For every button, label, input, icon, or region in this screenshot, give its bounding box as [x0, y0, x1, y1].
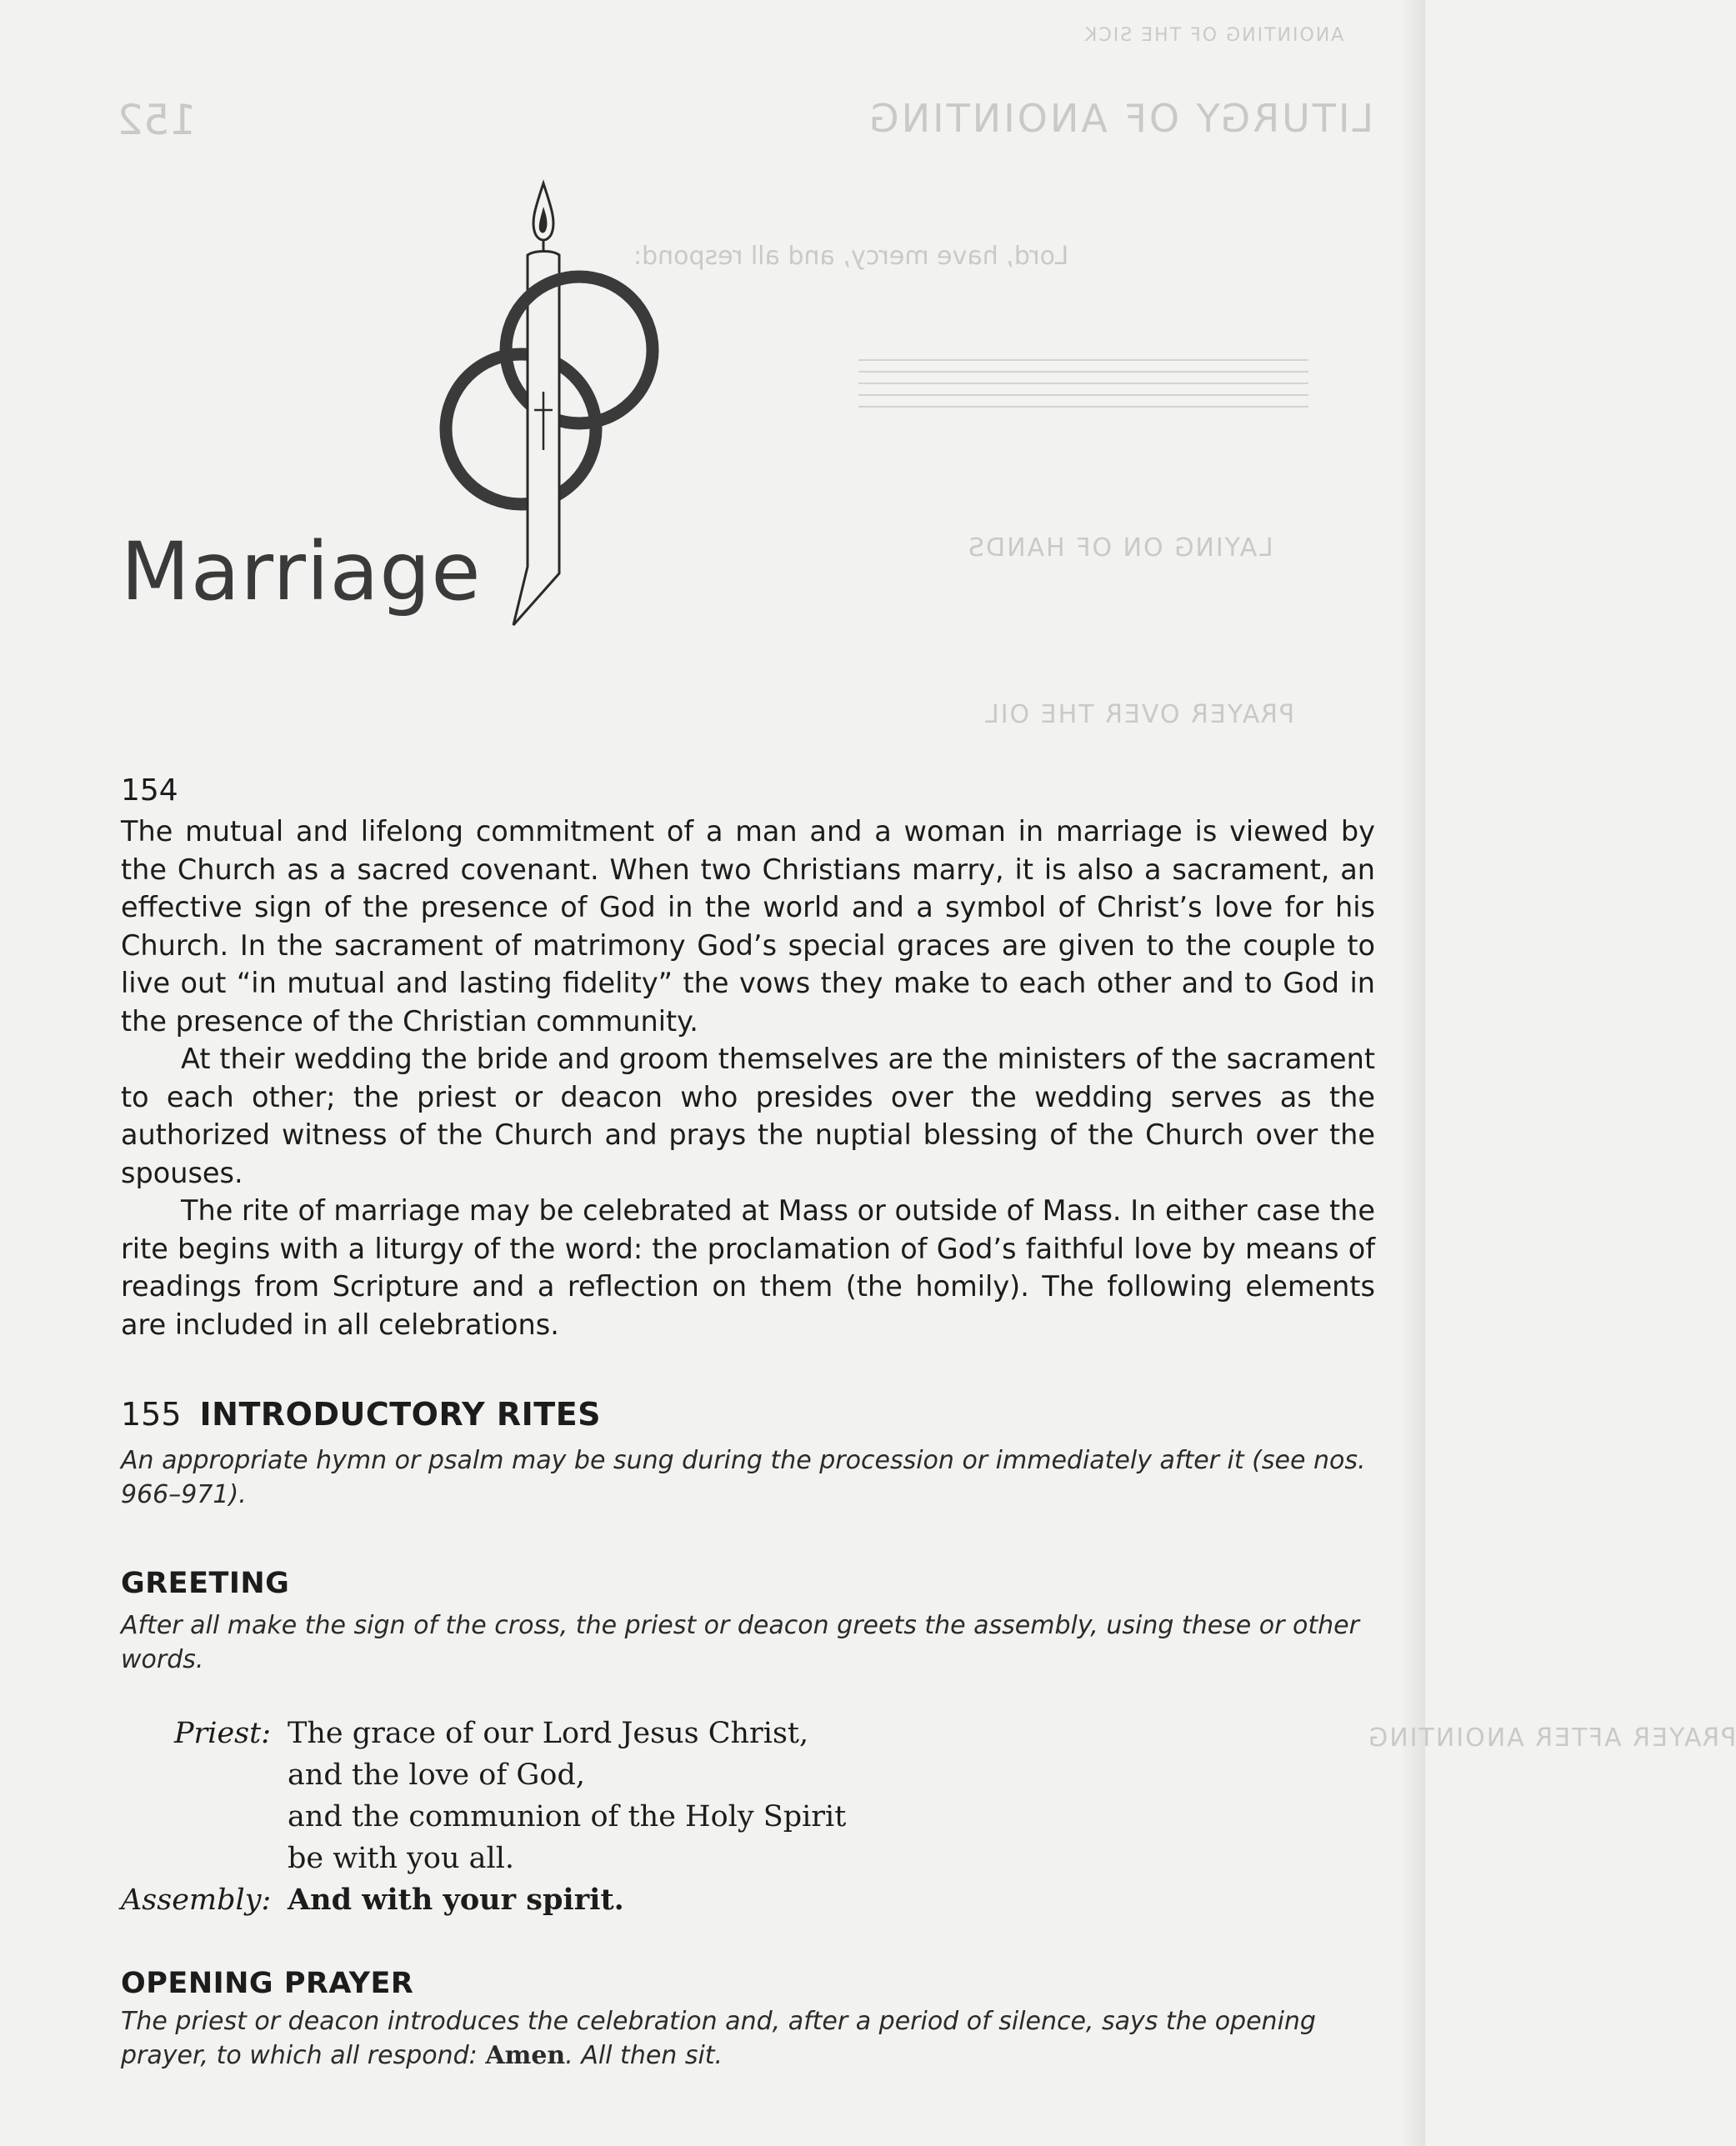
bleed-through-page-number: 152: [117, 96, 197, 144]
bleed-through-heading-after: PRAYER AFTER ANOINTING: [1367, 1723, 1736, 1753]
opening-prayer-rubric: [121, 2004, 1375, 2073]
intro-paragraph: The rite of marriage may be celebrated at Mass or outside of Mass. In either case the rite begins with a liturgy of the word: the proclamation of God’s faithful love by means of readings from Scripture and a reflection on them (the homily). The following elements are included in all celebrations.: [121, 1194, 1375, 1341]
speaker-label: Assembly:: [121, 1883, 272, 1917]
rubric-text: . All then sit.: [565, 2041, 723, 2070]
page-edge-shadow: [1400, 0, 1425, 2146]
chapter-title: Marriage: [121, 525, 482, 618]
section-heading-introductory-rites: [121, 1396, 601, 1433]
greeting-dialogue: [121, 1713, 846, 1921]
bleed-through-heading: LITURGY OF ANOINTING: [867, 96, 1374, 141]
intro-text: [121, 813, 1375, 1343]
section-title: INTRODUCTORY RITES: [199, 1396, 602, 1433]
bleed-through-heading-hands: LAYING ON OF HANDS: [967, 533, 1273, 563]
bleed-through-heading-oil: PRAYER OVER THE OIL: [983, 700, 1295, 729]
section-number-155: 155: [121, 1396, 182, 1433]
greeting-heading: GREETING: [121, 1567, 290, 1600]
amen-response: Amen: [485, 2041, 566, 2070]
dialogue-row: [121, 1838, 846, 1879]
dialogue-row: [121, 1796, 846, 1838]
bleed-through-header: ANOINTING OF THE SICK: [1083, 25, 1344, 46]
assembly-response: And with your spirit.: [288, 1883, 624, 1917]
opening-prayer-heading: OPENING PRAYER: [121, 1967, 414, 2000]
intro-paragraph: The mutual and lifelong commitment of a man and a woman in marriage is viewed by the Church as a sacred covenant. When two Christians marry, it is also a sacrament, an effective sign of the presence of God in the world and a symbol of Christ’s love for his Church. In the sacrament of matrimony God’s special graces are given to the couple to live out “in mutual and lasting fidelity” the vows they make to each other and to God in the presence of the Christian community.: [121, 815, 1375, 1038]
section-number-154: 154: [121, 773, 178, 808]
dialogue-row: [121, 1713, 846, 1754]
dialogue-row: [121, 1879, 846, 1921]
rubric-text: The priest or deacon introduces the celebration and, after a period of silence, says the opening prayer, to which all respond:: [121, 2007, 1316, 2070]
bleed-through-music-staff: [858, 357, 1308, 410]
bleed-through-line: Lord, have mercy, and all respond:: [633, 242, 1069, 271]
speaker-label: Priest:: [173, 1717, 271, 1750]
priest-line: be with you all.: [288, 1842, 515, 1875]
intro-paragraph: At their wedding the bride and groom themselves are the ministers of the sacrament to each other; the priest or deacon who presides over the wedding serves as the authorized witness of the Church and prays the nuptial blessing of the Church over the spouses.: [121, 1043, 1375, 1189]
greeting-rubric: After all make the sign of the cross, the priest or deacon greets the assembly, using these or other words.: [121, 1611, 1359, 1674]
introductory-rubric: An appropriate hymn or psalm may be sung during the procession or immediately after it (see nos. 966–971).: [121, 1446, 1366, 1509]
dialogue-row: [121, 1754, 846, 1796]
priest-line: The grace of our Lord Jesus Christ,: [288, 1717, 809, 1750]
priest-line: and the communion of the Holy Spirit: [288, 1800, 847, 1833]
priest-line: and the love of God,: [288, 1758, 585, 1792]
